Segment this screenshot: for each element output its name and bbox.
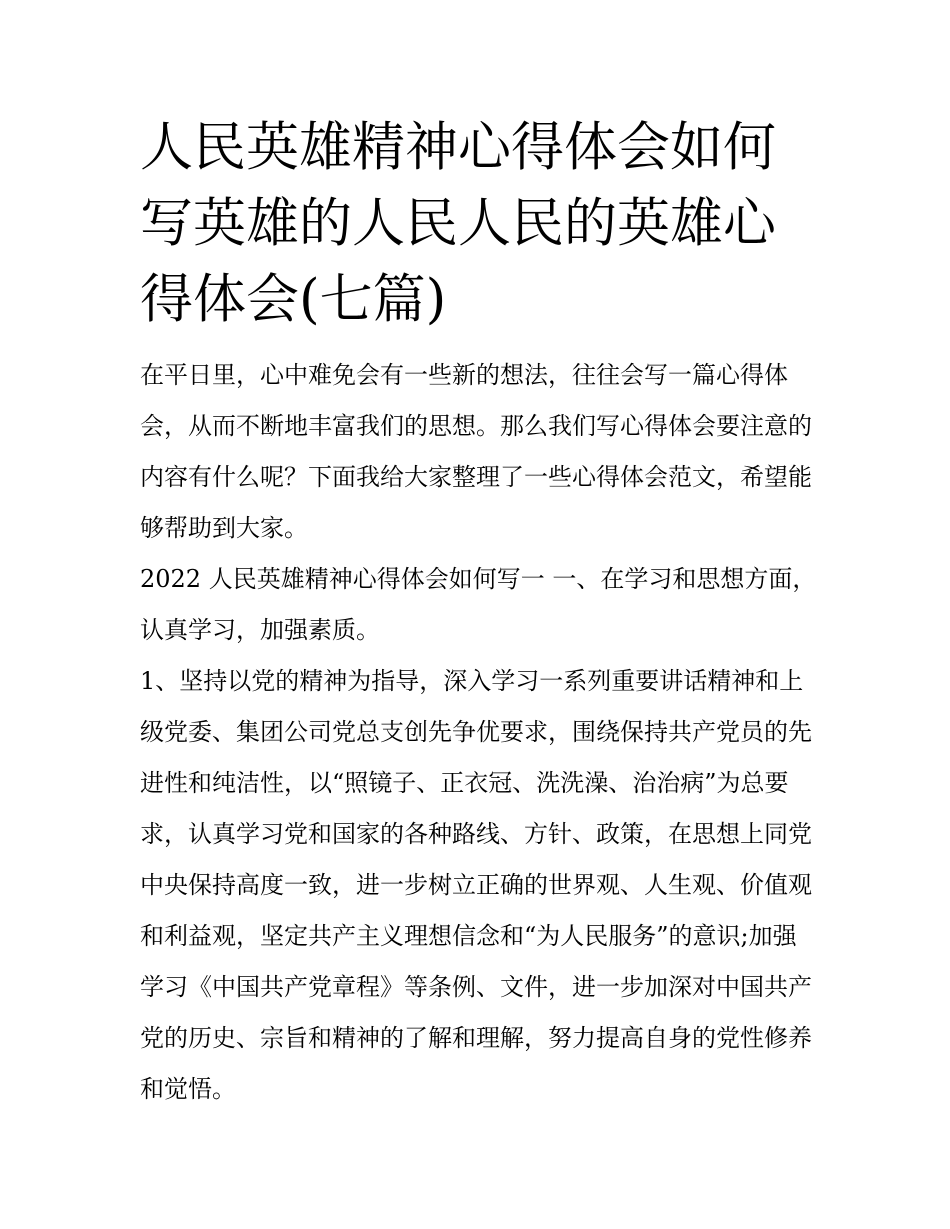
- document-title: 人民英雄精神心得体会如何写英雄的人民人民的英雄心得体会(七篇): [140, 117, 776, 330]
- section-heading-paragraph: 2022 人民英雄精神心得体会如何写一 一、在学习和思想方面，认真学习，加强素质。: [140, 565, 817, 644]
- document-page: [140, 110, 820, 1115]
- intro-paragraph: 在平日里，心中难免会有一些新的想法，往往会写一篇心得体会，从而不断地丰富我们的思想。那么我们写心得体会要注意的内容有什么呢？下面我给大家整理了一些心得体会范文，希望能够帮助到大家。: [140, 361, 812, 542]
- body-paragraph: 1、坚持以党的精神为指导，深入学习一系列重要讲话精神和上级党委、集团公司党总支创先争优要求，围绕保持共产党员的先进性和纯洁性，以“照镜子、正衣冠、洗洗澡、治治病”为总要求，认真学习党和国家的各种路线、方针、政策，在思想上同党中央保持高度一致，进一步树立正确的世界观、人生观、价值观和利益观，坚定共产主义理想信念和“为人民服务”的意识;加强学习《中国共产党章程》等条例、文件，进一步加深对中国共产党的历史、宗旨和精神的了解和理解，努力提高自身的党性修养和觉悟。: [140, 667, 812, 1103]
